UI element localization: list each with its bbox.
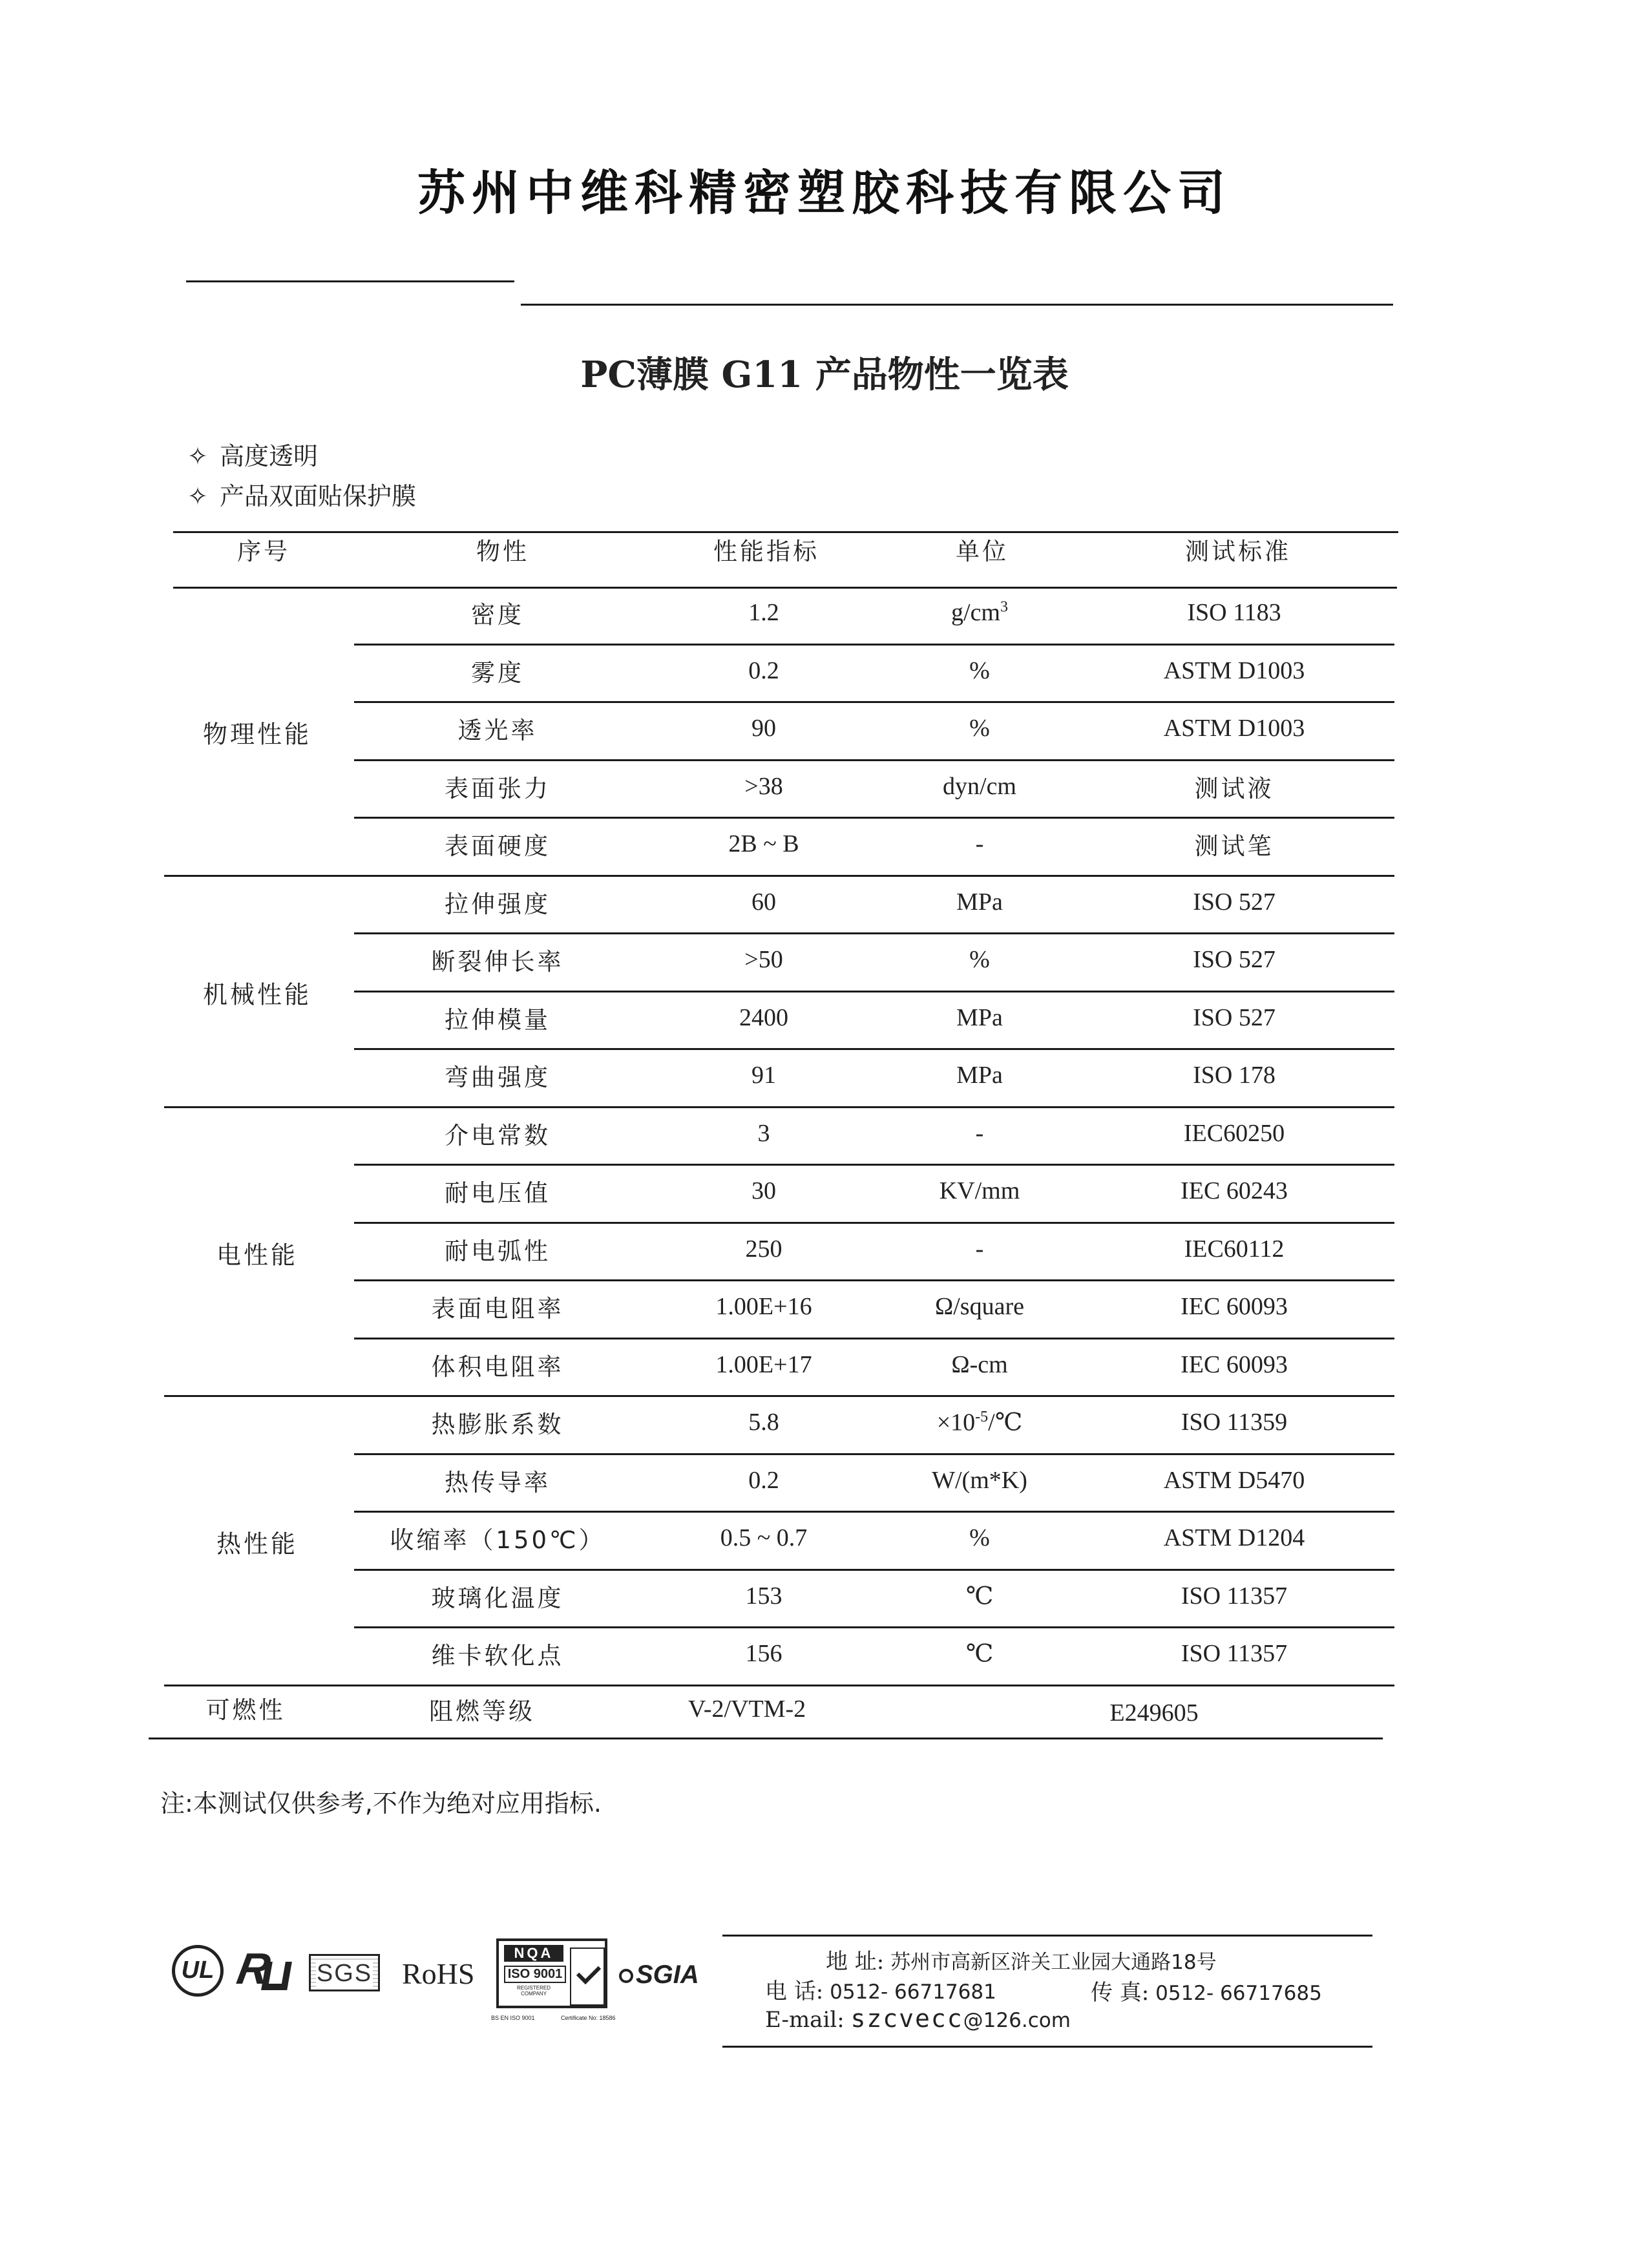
property-unit: - (975, 1119, 984, 1147)
group-divider-rule (164, 1106, 1394, 1108)
property-name: 雾度 (471, 658, 524, 687)
property-value: 0.2 (748, 1466, 779, 1494)
row-divider-rule (354, 1511, 1394, 1513)
column-header: 物性 (476, 538, 529, 565)
property-value: 1.00E+17 (715, 1350, 812, 1378)
property-unit: KV/mm (939, 1177, 1020, 1204)
row-divider-rule (354, 1453, 1394, 1455)
property-name: 介电常数 (445, 1121, 551, 1150)
property-unit: dyn/cm (943, 772, 1016, 800)
flammability-value: V-2/VTM-2 (688, 1695, 806, 1723)
property-name: 断裂伸长率 (431, 948, 564, 976)
address-line (826, 1944, 1217, 1975)
ur-recognized-logo (233, 1944, 296, 1993)
column-header: 测试标准 (1185, 538, 1291, 565)
unit-base: ×10 (936, 1409, 976, 1436)
column-header: 序号 (237, 538, 290, 565)
company-name: 苏州中维科精密塑胶科技有限公司 (417, 165, 1232, 221)
property-name: 拉伸强度 (445, 890, 551, 918)
row-divider-rule (354, 701, 1394, 703)
property-value: 1.00E+16 (715, 1293, 812, 1320)
property-value: >50 (744, 946, 783, 973)
property-group-label: 热性能 (216, 1529, 299, 1559)
test-standard: ISO 527 (1193, 946, 1276, 973)
row-divider-rule (354, 1279, 1394, 1281)
group-divider-rule (164, 1685, 1394, 1686)
property-value: 30 (751, 1177, 776, 1204)
property-value: 153 (745, 1582, 782, 1610)
phone-label: 电 话: (765, 1979, 824, 2004)
test-standard: ISO 527 (1193, 1003, 1276, 1031)
flammability-category: 可燃性 (205, 1696, 286, 1724)
ul-logo-text: UL (181, 1957, 215, 1984)
test-standard: IEC 60093 (1181, 1293, 1288, 1320)
test-standard: ISO 11357 (1181, 1582, 1288, 1610)
ur-logo-text: R (233, 1944, 274, 1993)
property-name: 体积电阻率 (431, 1352, 564, 1381)
property-value: 2400 (739, 1003, 788, 1031)
row-divider-rule (354, 1048, 1394, 1050)
test-standard: ASTM D1003 (1163, 715, 1305, 742)
footer-rule-bottom (722, 2046, 1372, 2048)
property-value: 5.8 (748, 1409, 779, 1436)
row-divider-rule (354, 991, 1394, 992)
feature-text: 产品双面贴保护膜 (220, 482, 417, 510)
property-name: 玻璃化温度 (431, 1584, 564, 1612)
property-unit: MPa (956, 1003, 1003, 1031)
row-divider-rule (354, 817, 1394, 819)
row-divider-rule (354, 1338, 1394, 1339)
row-divider-rule (354, 1164, 1394, 1166)
property-name: 密度 (471, 601, 524, 629)
table-bottom-rule (149, 1738, 1383, 1739)
diamond-bullet-icon: ✧ (187, 482, 208, 510)
property-name: 透光率 (457, 717, 538, 744)
address-value: 苏州市高新区浒关工业园大通路18号 (890, 1951, 1217, 1974)
nqa-caption-left: BS EN ISO 9001 (491, 2015, 535, 2021)
test-standard: IEC60250 (1183, 1119, 1285, 1147)
property-unit: MPa (956, 888, 1003, 916)
unit-tail: /℃ (988, 1409, 1023, 1436)
nqa-iso-text: ISO 9001 (504, 1966, 566, 1983)
test-standard: ISO 11359 (1181, 1409, 1288, 1436)
footer-rule-top (722, 1935, 1372, 1937)
property-name: 热膨胀系数 (431, 1411, 564, 1438)
property-name: 耐电压值 (445, 1179, 551, 1207)
row-divider-rule (354, 644, 1394, 646)
property-unit: - (975, 1235, 984, 1263)
property-unit (937, 1408, 1023, 1437)
nqa-caption-right: Certificate No: 18586 (561, 2015, 616, 2021)
property-unit: ℃ (965, 1640, 994, 1668)
property-value: 60 (751, 888, 776, 916)
test-standard: ISO 527 (1193, 888, 1276, 916)
property-group-label: 机械性能 (202, 980, 312, 1009)
property-name: 拉伸模量 (445, 1005, 551, 1034)
test-standard: 测试笔 (1194, 832, 1274, 860)
email-line (765, 2004, 1071, 2033)
property-unit: - (975, 830, 984, 857)
property-value: 0.5 ~ 0.7 (720, 1524, 808, 1551)
property-name: 热传导率 (445, 1468, 551, 1496)
property-value: 3 (757, 1119, 770, 1147)
property-value: 0.2 (748, 656, 779, 684)
rohs-logo: RoHS (402, 1957, 475, 1990)
row-divider-rule (354, 1569, 1394, 1571)
row-divider-rule (354, 759, 1394, 761)
table-header-rule (173, 587, 1397, 589)
test-standard: ISO 178 (1193, 1062, 1276, 1089)
property-unit: W/(m*K) (932, 1466, 1027, 1494)
unit-base: g/cm (951, 599, 1000, 626)
document-title: PC薄膜 G11 产品物性一览表 (580, 353, 1069, 396)
property-value: 91 (751, 1062, 776, 1089)
property-unit: % (969, 656, 990, 684)
sgs-logo (309, 1954, 380, 1991)
row-divider-rule (354, 1626, 1394, 1628)
property-unit: % (969, 946, 990, 973)
sgs-logo-text: SGS (316, 1960, 373, 1987)
property-unit (951, 598, 1008, 627)
property-name: 维卡软化点 (431, 1642, 564, 1670)
test-standard: 测试液 (1194, 774, 1274, 803)
property-name: 表面电阻率 (431, 1295, 564, 1323)
property-unit: Ω/square (935, 1293, 1024, 1320)
unit-superscript: -5 (975, 1408, 989, 1425)
row-divider-rule (354, 932, 1394, 934)
fax-line (1091, 1975, 1322, 2006)
fax-value: 0512- 66717685 (1155, 1982, 1322, 2005)
test-standard: ISO 1183 (1187, 599, 1281, 626)
sgia-globe-icon (619, 1969, 633, 1983)
property-unit: MPa (956, 1062, 1003, 1089)
property-name: 耐电弧性 (445, 1237, 551, 1265)
ul-logo (172, 1945, 224, 1997)
phone-value: 0512- 66717681 (830, 1980, 996, 2004)
property-unit: ℃ (965, 1582, 994, 1610)
column-header: 单位 (956, 538, 1009, 565)
nqa-top-text: NQA (504, 1945, 563, 1962)
test-standard: IEC60112 (1184, 1235, 1285, 1263)
sgia-logo (619, 1960, 699, 1990)
column-header: 性能指标 (713, 538, 819, 565)
row-divider-rule (354, 1222, 1394, 1224)
property-unit: % (969, 1524, 990, 1551)
property-name: 表面硬度 (445, 832, 551, 860)
property-name: 弯曲强度 (445, 1064, 551, 1091)
test-standard: IEC 60093 (1181, 1350, 1288, 1378)
flammability-standard: E249605 (1109, 1699, 1199, 1727)
phone-line (765, 1973, 996, 2005)
nqa-iso9001-logo (496, 1938, 607, 2008)
group-divider-rule (164, 1395, 1394, 1397)
disclaimer-note: 注:本测试仅供参考,不作为绝对应用指标. (160, 1789, 602, 1818)
test-standard: IEC 60243 (1181, 1177, 1288, 1204)
property-group-label: 电性能 (216, 1241, 299, 1269)
email-user[interactable]: szcvecc (850, 2004, 963, 2033)
nqa-registered-text: REGISTERED COMPANY (516, 1985, 551, 1997)
test-standard: ASTM D1003 (1163, 656, 1305, 684)
property-unit: Ω-cm (951, 1350, 1008, 1378)
property-value: 1.2 (748, 599, 779, 626)
email-label: E-mail: (765, 2007, 845, 2033)
diamond-bullet-icon: ✧ (187, 442, 208, 470)
property-value: 90 (751, 715, 776, 742)
property-value: >38 (744, 772, 783, 800)
address-label: 地 址: (826, 1949, 885, 1975)
property-group-label: 物理性能 (202, 720, 312, 749)
fax-label: 传 真: (1091, 1980, 1150, 2006)
email-domain[interactable]: @126.com (963, 2009, 1071, 2032)
property-value: 2B ~ B (728, 830, 799, 857)
group-divider-rule (164, 875, 1394, 877)
ukas-check-icon (570, 1948, 605, 2006)
property-name: 收缩率（150℃） (390, 1526, 605, 1554)
property-value: 250 (745, 1235, 782, 1263)
sgia-logo-text: SGIA (636, 1960, 699, 1989)
test-standard: ASTM D5470 (1163, 1466, 1305, 1494)
flammability-property: 阻燃等级 (429, 1697, 535, 1725)
property-name: 表面张力 (445, 774, 551, 803)
property-value: 156 (745, 1640, 782, 1667)
test-standard: ISO 11357 (1181, 1640, 1288, 1667)
property-unit: % (969, 715, 990, 742)
test-standard: ASTM D1204 (1163, 1524, 1305, 1551)
feature-text: 高度透明 (220, 442, 319, 470)
unit-superscript: 3 (1000, 598, 1008, 616)
